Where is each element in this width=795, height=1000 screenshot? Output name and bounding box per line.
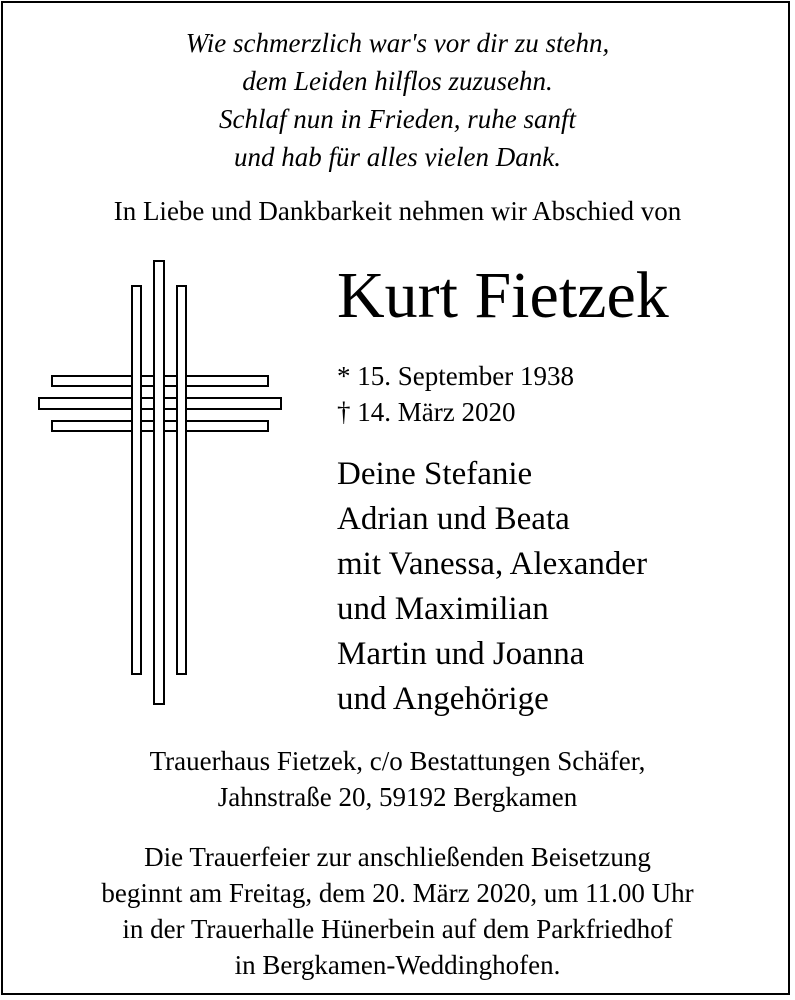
mourner-line: Deine Stefanie xyxy=(337,456,533,492)
mourners-list xyxy=(337,452,647,722)
life-dates xyxy=(337,358,574,430)
poem-line: Schlaf nun in Frieden, ruhe sanft xyxy=(219,104,576,134)
service-line: in Bergkamen-Weddinghofen. xyxy=(234,950,561,980)
poem-line: und hab für alles vielen Dank. xyxy=(234,142,561,172)
service-line: in der Trauerhalle Hünerbein auf dem Parkfriedhof xyxy=(122,914,673,944)
poem-line: dem Leiden hilflos zuzusehn. xyxy=(242,66,553,96)
mourner-line: Adrian und Beata xyxy=(337,501,570,537)
funeral-service-info xyxy=(0,839,795,983)
death-date: † 14. März 2020 xyxy=(337,397,516,427)
mourner-line: mit Vanessa, Alexander xyxy=(337,546,648,582)
farewell-intro: In Liebe und Dankbarkeit nehmen wir Abschied von xyxy=(113,196,682,226)
cross-icon xyxy=(36,258,284,708)
poem-line: Wie schmerzlich war's vor dir zu stehn, xyxy=(185,28,610,58)
address-line: Jahnstraße 20, 59192 Bergkamen xyxy=(217,782,578,812)
service-line: beginnt am Freitag, dem 20. März 2020, um 11.00 Uhr xyxy=(101,878,694,908)
mourner-line: Martin und Joanna xyxy=(337,636,585,672)
birth-date: * 15. September 1938 xyxy=(337,361,574,391)
mourner-line: und Angehörige xyxy=(337,681,549,717)
address-line: Trauerhaus Fietzek, c/o Bestattungen Schäfer, xyxy=(149,746,646,776)
mourning-house-address xyxy=(0,743,795,815)
poem xyxy=(0,24,795,176)
mourner-line: und Maximilian xyxy=(337,591,549,627)
deceased-name: Kurt Fietzek xyxy=(337,259,669,332)
service-line: Die Trauerfeier zur anschließenden Beisetzung xyxy=(144,842,651,872)
